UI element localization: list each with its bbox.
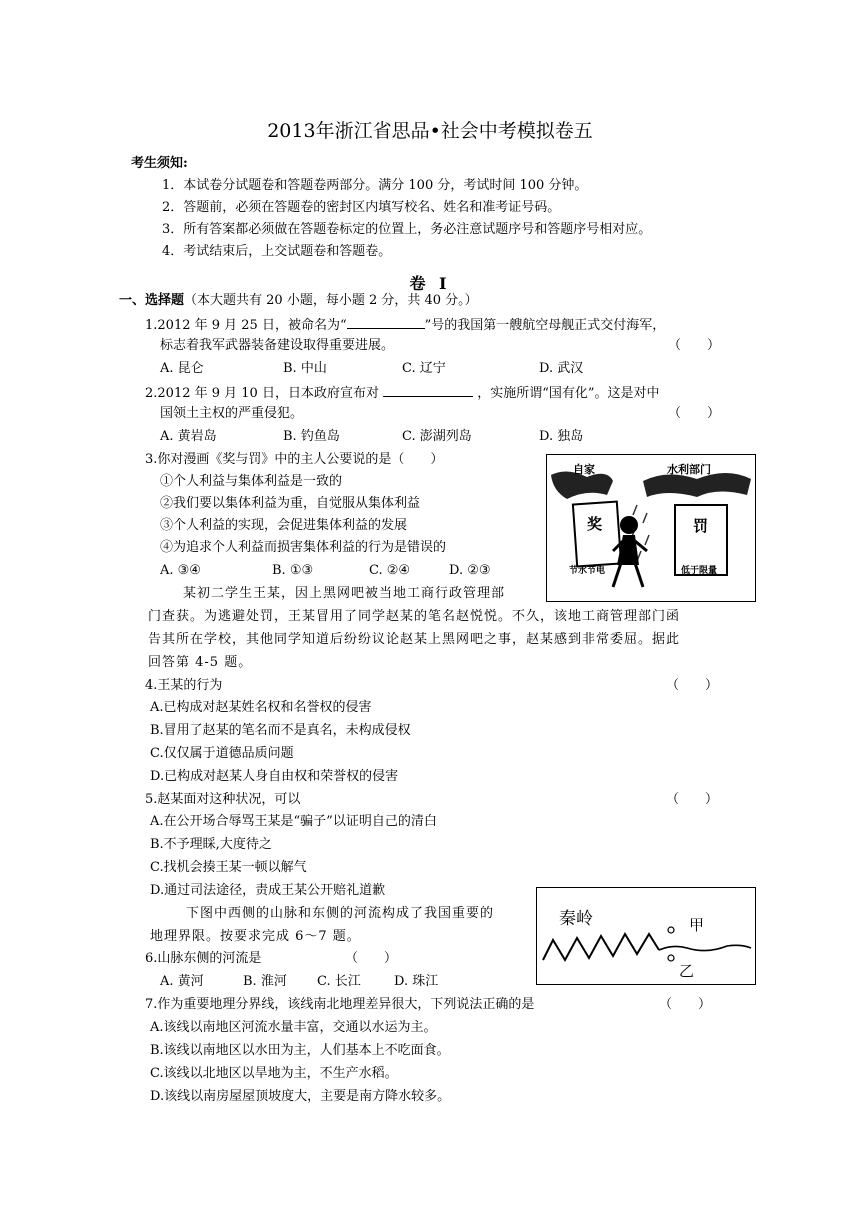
q3-option-c: C. ②④ [369, 563, 411, 578]
question-2-line1 [145, 384, 660, 402]
q2-text-b: ，实施所谓“国有化”。这是对中 [477, 386, 660, 401]
question-5-stem: 5.赵某面对这种状况，可以 [145, 792, 301, 807]
q4-option-b: B.冒用了赵某的笔名而不是真名，未构成侵权 [150, 723, 411, 738]
question-1-line1 [145, 316, 665, 334]
question-4-stem: 4.王某的行为 [145, 678, 223, 693]
q2-option-d: D. 独岛 [539, 429, 584, 444]
question-6-stem: 6.山脉东侧的河流是 [145, 951, 262, 966]
notice-item: 4．考试结束后，上交试题卷和答题卷。 [162, 244, 392, 259]
q2-option-c: C. 澎湖列岛 [402, 429, 472, 444]
cartoon-card-right: 罚 [693, 517, 709, 535]
passage-line: 地理界限。按要求完成 6～7 题。 [150, 929, 361, 944]
notice-heading: 考生须知: [131, 156, 188, 171]
part-label: 一、选择题 [119, 293, 185, 308]
passage-line: 某初二学生王某，因上黑网吧被当地工商行政管理部 [183, 586, 506, 601]
passage-line: 回答第 4-5 题。 [148, 655, 253, 670]
question-3-stem: 3.你对漫画《奖与罚》中的主人公要说的是（ ） [145, 452, 444, 467]
notice-item: 1．本试卷分试题卷和答题卷两部分。满分 100 分，考试时间 100 分钟。 [162, 178, 588, 193]
q1-text-a: 1.2012 年 9 月 25 日，被命名为“ [145, 318, 347, 333]
map-label-a: 甲 [689, 916, 705, 934]
map-label-b: 乙 [679, 962, 695, 980]
answer-paren: （ ） [659, 997, 712, 1012]
cartoon-card-left: 奖 [587, 515, 603, 533]
q7-option-d: D.该线以南房屋屋顶坡度大，主要是南方降水较多。 [150, 1089, 451, 1104]
q3-option-a: A. ③④ [160, 563, 201, 578]
answer-paren: （ ） [668, 406, 721, 421]
question-1-line2: 标志着我军武器装备建设取得重要进展。 [160, 338, 395, 353]
q2-text-a: 2.2012 年 9 月 10 日，日本政府宣布对 [145, 386, 379, 401]
q2-blank [383, 384, 473, 397]
cartoon-label-right: 水利部门 [667, 463, 711, 476]
q1-option-d: D. 武汉 [539, 361, 584, 376]
q4-option-c: C.仅仅属于道德品质问题 [150, 746, 294, 761]
q4-option-d: D.已构成对赵某人身自由权和荣誉权的侵害 [150, 769, 399, 784]
answer-paren: （ ） [345, 951, 398, 966]
q6-option-a: A. 黄河 [160, 974, 204, 989]
q6-option-b: B. 淮河 [243, 974, 287, 989]
q7-option-c: C.该线以北地区以旱地为主，不生产水稻。 [150, 1066, 398, 1081]
q5-option-b: B.不予理睬,大度待之 [150, 837, 272, 852]
q7-option-b: B.该线以南地区以水田为主，人们基本上不吃面食。 [150, 1043, 450, 1058]
map-label-mountain: 秦岭 [559, 909, 593, 929]
map-figure [536, 887, 756, 985]
q3-option-b: B. ①③ [272, 563, 314, 578]
q1-text-b: ”号的我国第一艘航空母舰正式交付海军， [424, 318, 666, 333]
cartoon-note-left: 节水节电 [569, 566, 606, 576]
passage-line: 告其所在学校，其他同学知道后纷纷议论赵某上黑网吧之事，赵某感到非常委屈。据此 [148, 632, 681, 647]
answer-paren: （ ） [666, 678, 719, 693]
answer-paren: （ ） [666, 792, 719, 807]
q3-option-d: D. ②③ [449, 563, 491, 578]
notice-item: 3．所有答案都必须做在答题卷标定的位置上，务必注意试题序号和答题序号相对应。 [162, 222, 652, 237]
q6-option-c: C. 长江 [317, 974, 361, 989]
section-title: 卷 I [409, 274, 451, 293]
q3-item: ④为追求个人利益而损害集体利益的行为是错误的 [160, 540, 447, 555]
q3-item: ①个人利益与集体利益是一致的 [160, 474, 343, 489]
part-desc: （本大题共有 20 小题，每小题 2 分，共 40 分。） [184, 293, 478, 308]
passage-line: 下图中西侧的山脉和东侧的河流构成了我国重要的 [186, 906, 495, 921]
page-title: 2013年浙江省思品•社会中考模拟卷五 [267, 120, 593, 142]
q2-option-b: B. 钓鱼岛 [283, 429, 340, 444]
q1-option-a: A. 昆仑 [160, 361, 204, 376]
q5-option-a: A.在公开场合辱骂王某是“骗子”以证明自己的清白 [150, 814, 437, 829]
question-7-stem: 7.作为重要地理分界线，该线南北地理差异很大，下列说法正确的是 [145, 997, 535, 1012]
q1-option-b: B. 中山 [283, 361, 327, 376]
part-heading [119, 293, 478, 309]
q3-item: ③个人利益的实现，会促进集体利益的发展 [160, 518, 408, 533]
q5-option-d: D.通过司法途径，责成王某公开赔礼道歉 [150, 883, 386, 898]
q2-option-a: A. 黄岩岛 [160, 429, 217, 444]
q1-blank [347, 316, 425, 329]
q1-option-c: C. 辽宁 [402, 361, 446, 376]
q4-option-a: A.已构成对赵某姓名权和名誉权的侵害 [150, 700, 372, 715]
q3-item: ②我们要以集体利益为重，自觉服从集体利益 [160, 496, 421, 511]
q5-option-c: C.找机会揍王某一顿以解气 [150, 860, 307, 875]
cartoon-figure [546, 454, 756, 602]
notice-item: 2．答题前，必须在答题卷的密封区内填写校名、姓名和准考证号码。 [162, 200, 561, 215]
map-drawing [537, 888, 755, 984]
q6-option-d: D. 珠江 [394, 974, 439, 989]
q7-option-a: A.该线以南地区河流水量丰富，交通以水运为主。 [150, 1020, 437, 1035]
answer-paren: （ ） [668, 338, 721, 353]
cartoon-note-right: 低于限量 [681, 566, 718, 576]
passage-line: 门查获。为逃避处罚，王某冒用了同学赵某的笔名赵悦悦。不久，该地工商管理部门函 [148, 609, 681, 624]
cartoon-label-left: 自家 [573, 463, 595, 476]
question-2-line2: 国领土主权的严重侵犯。 [160, 406, 304, 421]
